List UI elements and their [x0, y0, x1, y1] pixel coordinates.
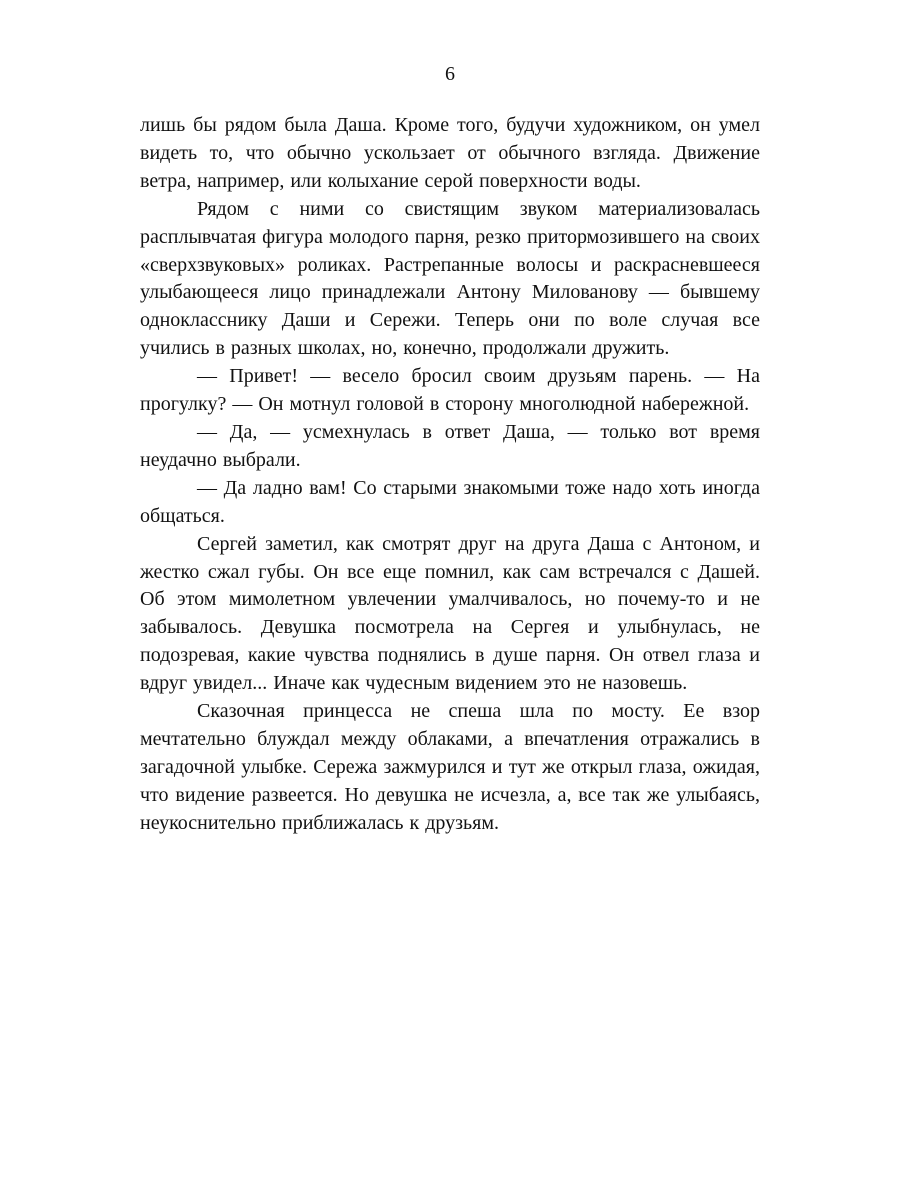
page-number: 6	[445, 63, 455, 85]
page-text	[140, 112, 760, 838]
paragraph: — Да ладно вам! Со старыми знакомыми тоже надо хоть иногда общаться.	[140, 476, 760, 527]
paragraph: Сергей заметил, как смотрят друг на друга Даша с Антоном, и жестко сжал губы. Он все еще помнил, как сам встречался с Дашей. Об этом мимолетном увлечении умалчивалось, но почему-то и не забывалось. Девушка посмотрела на Сергея и улыбнулась, не подозревая, какие чувства поднялись в душе парня. Он отвел глаза и вдруг увидел... Иначе как чудесным видением это не назовешь.	[140, 532, 760, 695]
paragraph: Рядом с ними со свистящим звуком материализовалась расплывчатая фигура молодого парня, резко притормозившего на своих «сверхзвуковых» роликах. Растрепанные волосы и раскрасневшееся улыбающееся лицо принадлежали Антону Милованову — бывшему однокласснику Даши и Сережи. Теперь они по воле случая все учились в разных школах, но, конечно, продолжали дружить.	[140, 197, 760, 360]
paragraph: лишь бы рядом была Даша. Кроме того, будучи художником, он умел видеть то, что обычно ускользает от обычного взгляда. Движение ветра, например, или колыхание серой поверхности воды.	[140, 114, 760, 192]
paragraph: Сказочная принцесса не спеша шла по мосту. Ее взор мечтательно блуждал между облаками, а впечатления отражались в загадочной улыбке. Сережа зажмурился и тут же открыл глаза, ожидая, что видение развеется. Но девушка не исчезла, а, все так же улыбаясь, неукоснительно приближалась к друзьям.	[140, 700, 760, 834]
paragraph: — Да, — усмехнулась в ответ Даша, — только вот время неудачно выбрали.	[140, 420, 760, 471]
paragraph: — Привет! — весело бросил своим друзьям парень. — На прогулку? — Он мотнул головой в сторону многолюдной набережной.	[140, 365, 760, 416]
